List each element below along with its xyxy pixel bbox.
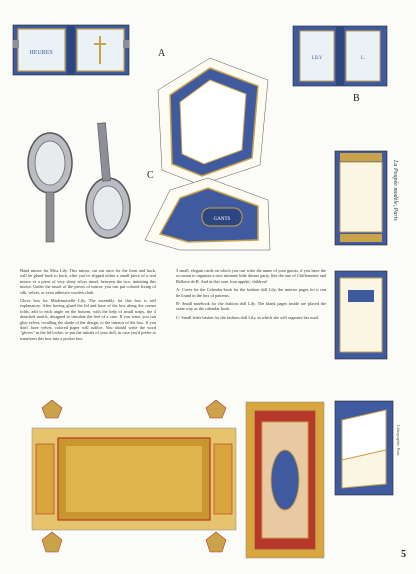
small-notebook [292,25,388,87]
left-text-block [20,268,156,344]
glove-box-lid [244,400,326,560]
vertical-title: La Poupée modèle, Paris [392,160,398,221]
page-number: 5 [401,549,406,560]
label-a: A [158,48,166,59]
dinner-card-3 [334,400,394,496]
right-text-3: B- Small notebook for the fashion doll Lily. The blank pages inside are placed the same way as the calendar book. [176,301,326,312]
right-text-4: C- Small letter basket for the fashion doll Lily, in which she will organize her mail. [176,314,319,320]
small-book-text: LILY [311,56,323,61]
left-text-2: Glove box for Mademoiselle Lily. The assembly for this box is self explanatory. After having glued the lid and base of the box along the corner folds, add to each angle on the bottom, with the help of small strips, the 4 detached motifs, designed to simulate the feet of a case. If you want, you can glue velvet, recalling the shade of the design, to the interior of the box. If you don't have velvet, colored paper will suffice. You should write the word "gloves" in the lid locker, or put the initials of your doll, in case you'd prefer to transform this box into a pocket box. [20,298,156,341]
right-text-2: A- Cover for the Calendar book for the fashion doll Lily, the interior pages for it can be found in the box of patterns. [176,287,326,298]
glove-box-cutout [30,400,238,560]
dinner-card-2 [334,270,388,360]
right-text-block [176,268,326,323]
hand-mirrors [20,118,140,258]
label-b: B [353,93,360,104]
left-text-1: Hand mirror for Miss Lily. This mirror, cut out once for the front and back, will be glued back to back, after you've slipped either a small piece of a real mirror or a piece of very shiny silver tinsel, between the two, imitating this mirror. Under the tassel of the pieces of mirror, you can put colored fixing of silk, velvet, or even adhesive woolen cloth. [20,268,156,295]
svg-text:L.: L. [360,56,366,61]
book-spine-text: HEURES [29,50,53,56]
credit: Lithographie, Paris [396,425,401,456]
right-text-1: 3 small, elegant cards on which you can write the name of your guests, if you have the occasion to organize a nice intimate little dinner party, like the one of Chiffonnette and Bellotte de B. And in this case, bon appétit, children! [176,268,326,284]
letter-basket-pieces [140,50,280,255]
calendar-book-cover [12,24,130,76]
label-c: C [147,170,154,181]
dinner-card-1 [334,150,388,246]
glove-box-text: GANTS [213,217,231,222]
